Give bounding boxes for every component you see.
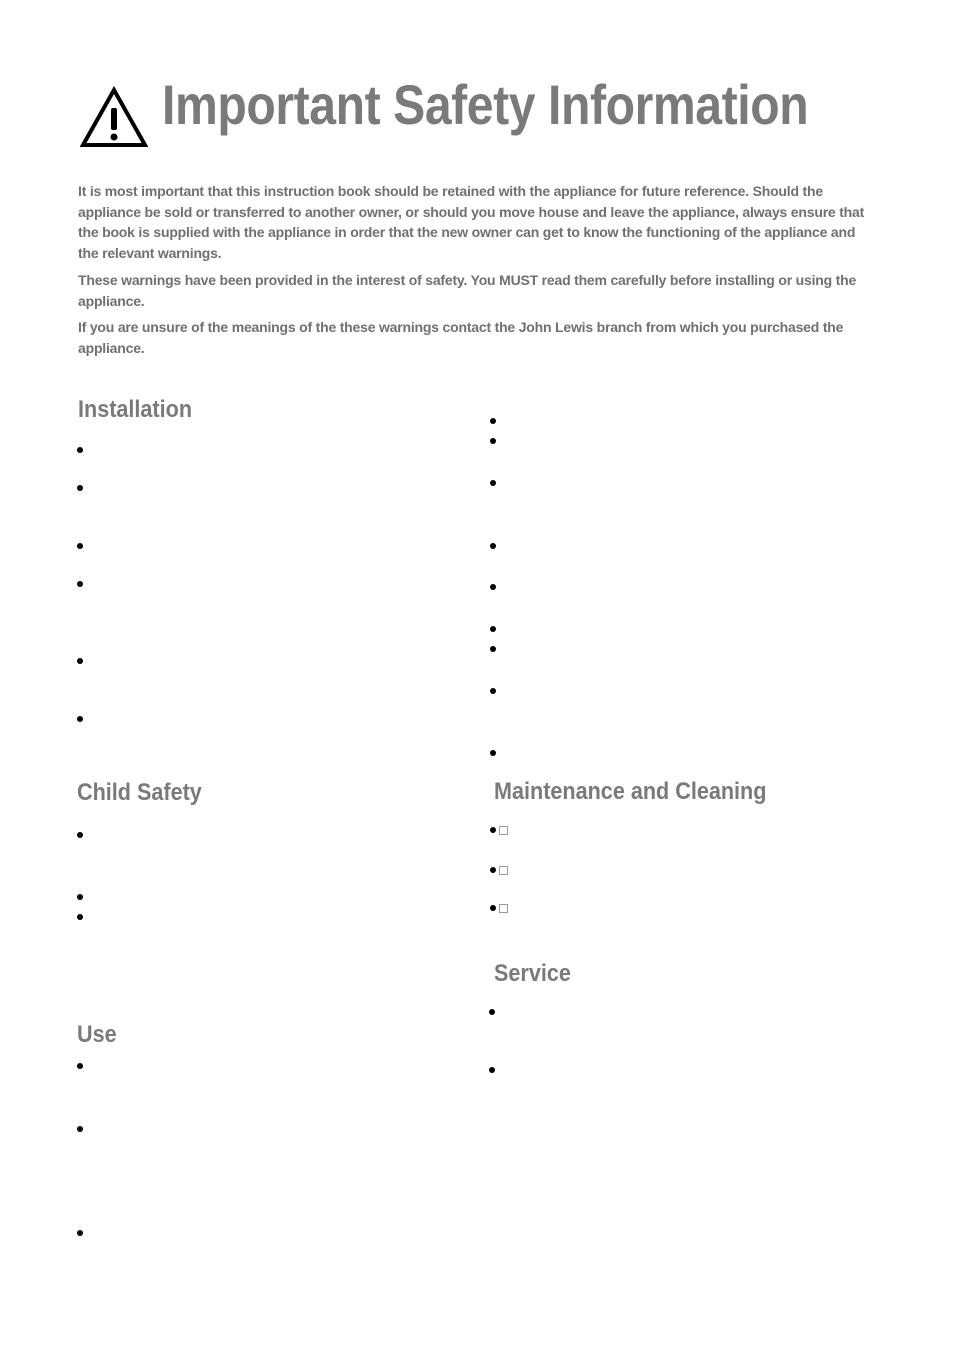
bullet [77,543,83,549]
bullet [77,447,83,453]
intro-paragraph: If you are unsure of the meanings of the these warnings contact the John Lewis branch from which you purchased the appliance. [78,319,844,356]
bullet [77,716,83,722]
installation-heading: Installation [78,396,193,423]
maintenance-heading: Maintenance and Cleaning [494,778,767,805]
bullet [77,658,83,664]
box-glyph [499,866,508,875]
bullet [490,418,496,424]
bullet [490,688,496,694]
bullet [490,905,496,911]
bullet [77,581,83,587]
bullet [490,646,496,652]
bullet [77,914,83,920]
service-heading: Service [494,960,571,987]
child-safety-heading: Child Safety [77,779,202,806]
bullet [490,827,496,833]
bullet [77,1063,83,1069]
use-heading: Use [77,1021,117,1048]
bullet [490,480,496,486]
bullet [489,1009,495,1015]
bullet [490,867,496,873]
intro-text [78,181,878,365]
intro-paragraph: These warnings have been provided in the interest of safety. You MUST read them carefully before installing or using the appliance. [78,271,857,309]
bullet [77,894,83,900]
warning-triangle-icon [80,86,148,148]
box-glyph [499,826,508,835]
bullet [490,626,496,632]
bullet [77,1230,83,1236]
bullet [77,1126,83,1132]
bullet [77,832,83,838]
page-title: Important Safety Information [162,73,809,136]
bullet [77,485,83,491]
box-glyph [499,904,508,913]
bullet [490,584,496,590]
intro-paragraph: It is most important that this instruction book should be retained with the appliance for future reference. Should the appliance be sold or transferred to another owner, or should you move house and leave the appliance, always ensure that the book is supplied with the appliance in order that the new owner can get to know the functioning of the appliance and the relevant warnings. [78,183,865,262]
bullet [490,750,496,756]
bullet [490,438,496,444]
bullet [489,1067,495,1073]
bullet [490,543,496,549]
